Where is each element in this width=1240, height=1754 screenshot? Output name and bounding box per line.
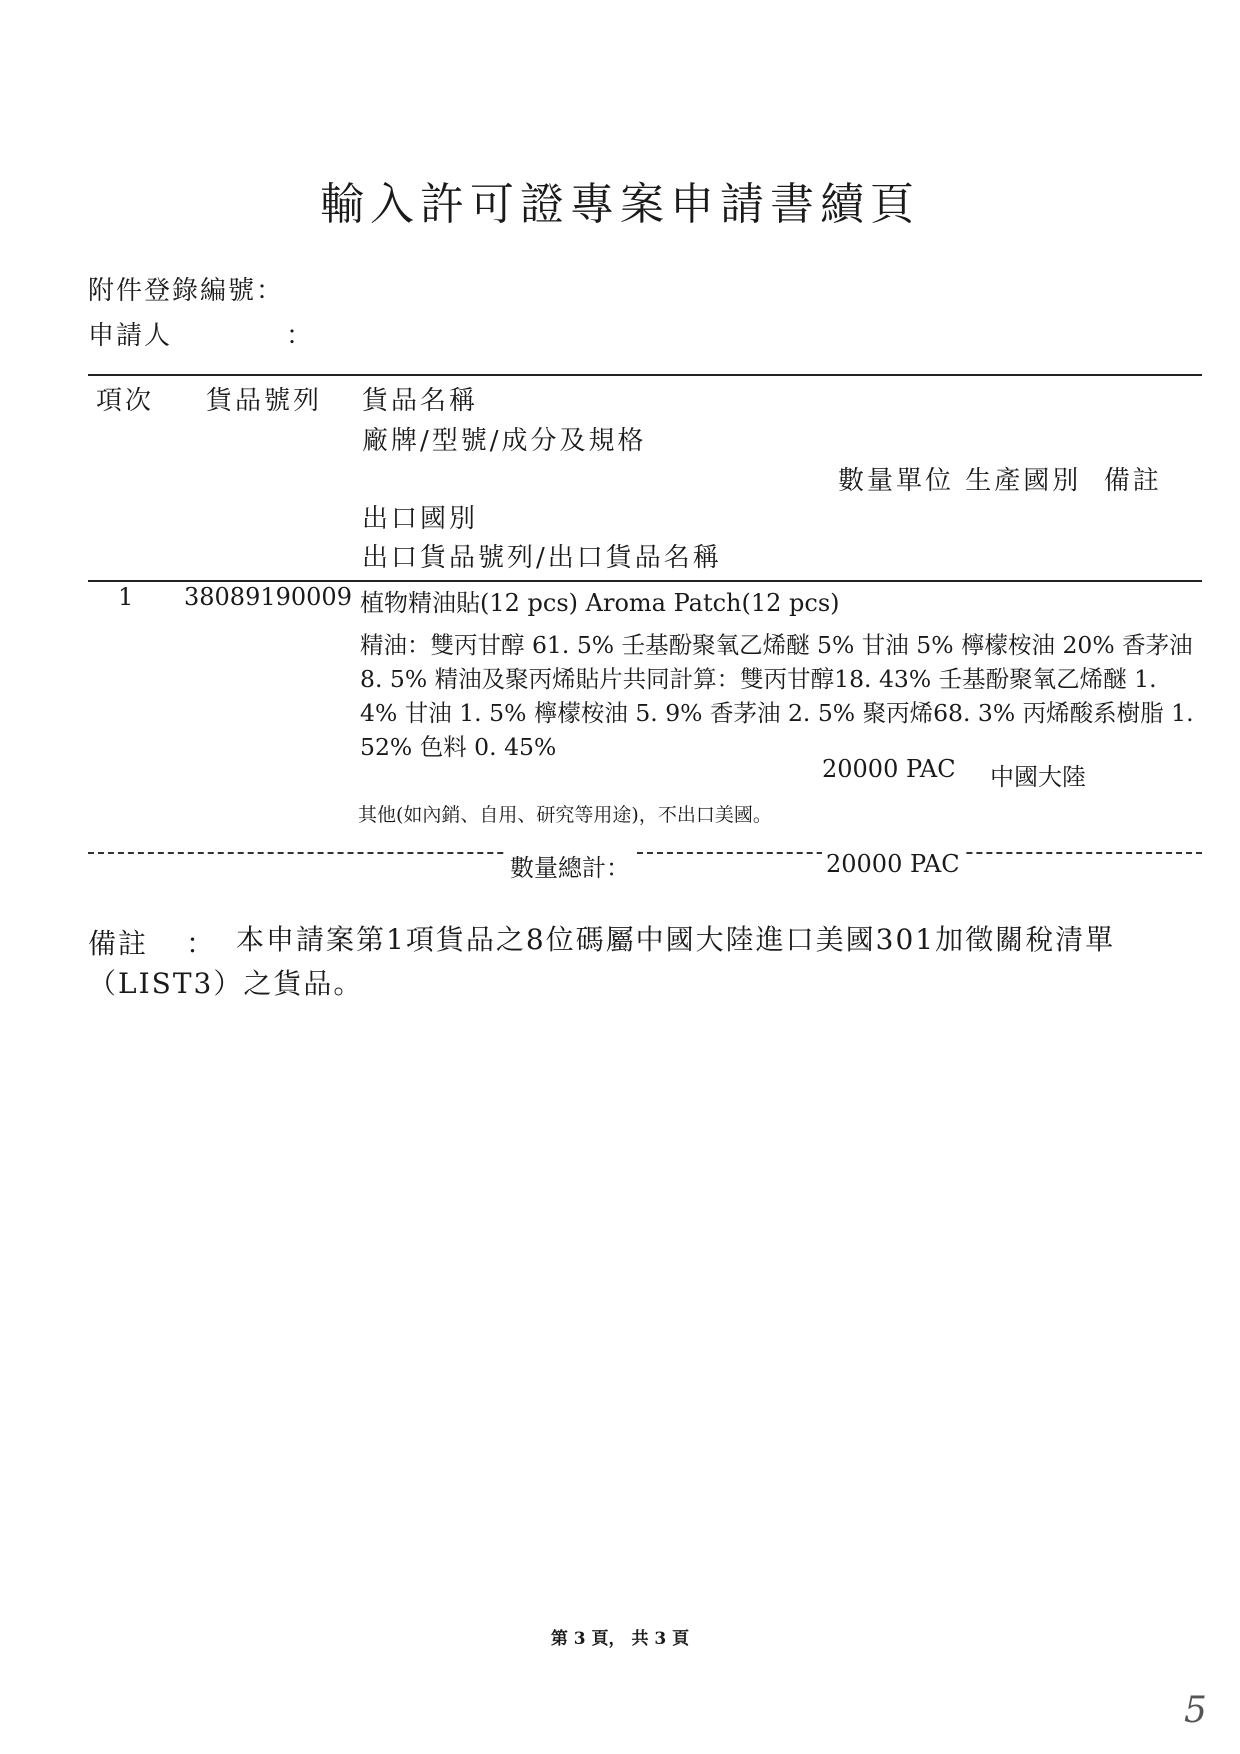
total-dashed-rule: [88, 852, 1202, 854]
header-bottom-rule: [88, 580, 1202, 582]
header-goods-name: 貨品名稱: [362, 386, 479, 416]
applicant-colon: ：: [286, 321, 315, 351]
header-qty-unit-origin-note: 數量單位 生產國別 備註: [838, 466, 1162, 496]
document-title: 輸入許可證專案申請書續頁: [320, 179, 920, 230]
remarks-colon: ：: [186, 927, 217, 960]
row-export-note: 其他(如內銷、自用、研究等用途)，不出口美國。: [358, 804, 772, 826]
row-origin: 中國大陸: [990, 763, 1086, 791]
header-export-country: 出口國別: [362, 504, 479, 534]
row-goods-name: 植物精油貼(12 pcs) Aroma Patch(12 pcs): [360, 589, 840, 617]
remarks-text: 本申請案第1項貨品之8位碼屬中國大陸進口美國301加徵關稅清單（LIST3）之貨品。: [88, 923, 1116, 1000]
header-goods-code: 貨品號列: [206, 386, 323, 416]
row-quantity: 20000 PAC: [822, 755, 956, 783]
row-item-no: 1: [118, 583, 134, 611]
row-spec: 精油：雙丙甘醇 61. 5% 壬基酚聚氧乙烯醚 5% 甘油 5% 檸檬桉油 20% 香茅油 8. 5% 精油及聚丙烯貼片共同計算：雙丙甘醇18. 43% 壬基酚聚氧乙烯醚 1. 4% 甘油 1. 5% 檸檬桉油 5. 9% 香茅油 2. 5% 聚丙烯68. 3% 丙烯酸系樹脂 1. 52% 色料 0. 45%: [360, 631, 1194, 761]
applicant-label: 申請人: [88, 321, 173, 351]
header-item-no: 項次: [96, 386, 155, 416]
row-goods-code: 38089190009: [184, 583, 352, 611]
total-label: 數量總計：: [506, 848, 634, 883]
handwritten-page-mark: 5: [1184, 1690, 1207, 1731]
page-footer: 第 3 頁， 共 3 頁: [550, 1629, 690, 1649]
total-value: 20000 PAC: [822, 850, 964, 878]
header-top-rule: [88, 374, 1202, 376]
remarks-label: 備註: [88, 927, 149, 960]
header-export-goods: 出口貨品號列/出口貨品名稱: [362, 543, 722, 573]
header-brand-spec: 廠牌/型號/成分及規格: [362, 426, 647, 456]
attachment-number-label: 附件登錄編號：: [88, 276, 285, 306]
